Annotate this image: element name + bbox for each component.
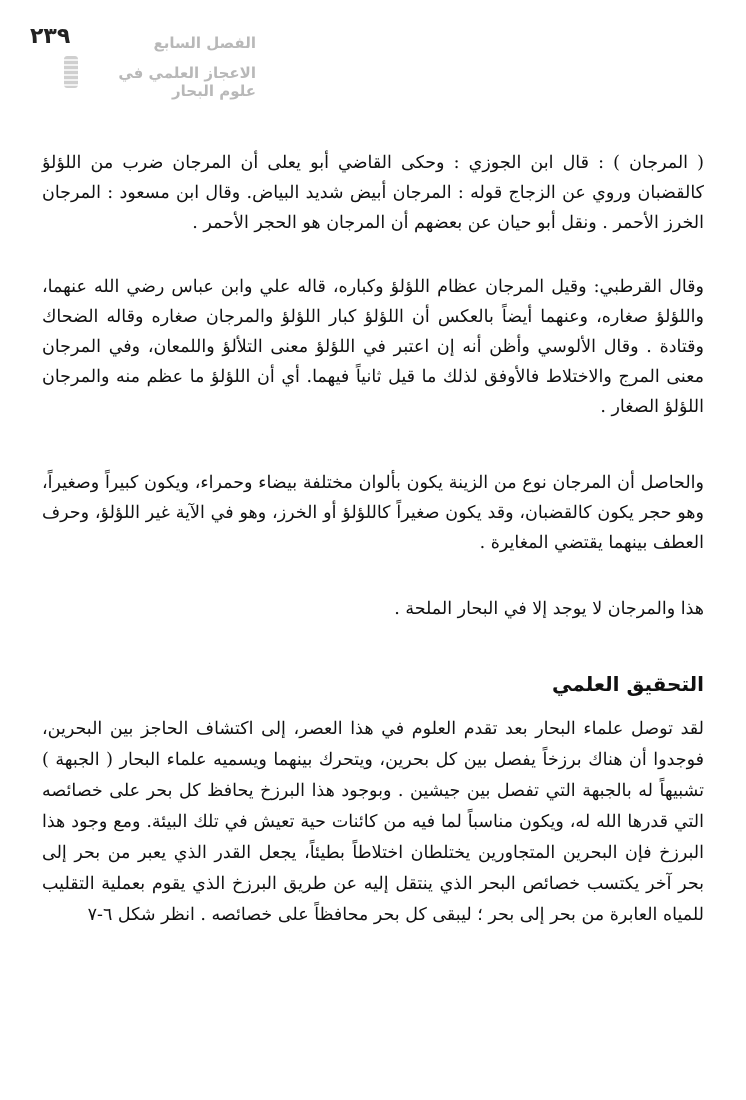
paragraph-text: ( المرجان ) : قال ابن الجوزي : وحكى القاضي أبو يعلى أن المرجان ضرب من اللؤلؤ كالقضبان وروي عن الزجاج قوله : المرجان أبيض شديد البياض. وقال ابن مسعود : المرجان الخرز الأحمر . ونقل أبو حيان عن بعضهم أن المرجان هو الحجر الأحمر . — [42, 153, 704, 233]
section-heading: التحقيق العلمي — [552, 672, 704, 696]
paragraph-scientific-investigation — [42, 714, 704, 931]
paragraph-qurtubi — [42, 272, 704, 422]
paragraph-text: لقد توصل علماء البحار بعد تقدم العلوم في هذا العصر، إلى اكتشاف الحاجز بين البحرين، فوجدوا أن هناك برزخاً يفصل بين كل بحرين، ويتحرك بينهما ويسميه علماء البحار ( الجبهة ) تشبيهاً له بالجبهة التي تفصل بين جيشين . وبوجود هذا البرزخ يحافظ كل بحر على خصائصه التي قدرها الله له، ويكون مناسباً لما فيه من كائنات حية تعيش في تلك البيئة. ومع وجود هذا البرزخ فإن البحرين المتجاورين يختلطان اختلاطاً بطيئاً، يجعل القدر الذي يعبر من بحر إلى بحر آخر يكتسب خصائص البحر الذي ينتقل إليه عن طريق البرزخ الذي يقوم بعملية التقليب للمياه العابرة من بحر إلى بحر ؛ ليبقى كل بحر محافظاً على خصائصه . انظر شكل ٦-٧ — [42, 719, 704, 925]
page-number: ٢٣٩ — [30, 24, 71, 49]
paragraph-salt-seas — [42, 594, 704, 624]
paragraph-summary — [42, 468, 704, 558]
paragraph-text: هذا والمرجان لا يوجد إلا في البحار الملحة . — [394, 599, 704, 619]
paragraph-coral-definitions — [42, 148, 704, 238]
paragraph-text: وقال القرطبي: وقيل المرجان عظام اللؤلؤ وكباره، قاله علي وابن عباس رضي الله عنهما، واللؤلؤ صغاره، وعنهما أيضاً بالعكس أن اللؤلؤ كبار اللؤلؤ والمرجان صغاره وقاله الضحاك وقتادة . وقال الألوسي وأظن أنه إن اعتبر في اللؤلؤ معنى التلألؤ واللمعان، وفي المرجان معنى المرج والاختلاط فالأوفق لذلك ما قيل ثانياً فيهما. أي أن اللؤلؤ ما عظم منه والمرجان اللؤلؤ الصغار . — [42, 277, 704, 417]
header-ornament-icon — [64, 56, 78, 88]
running-head-chapter: الفصل السابع — [153, 34, 256, 52]
running-head-book-title: الاعجاز العلمي في علوم البحار — [118, 64, 256, 100]
paragraph-text: والحاصل أن المرجان نوع من الزينة يكون بألوان مختلفة بيضاء وحمراء، ويكون كبيراً وصغيراً، وهو حجر يكون كالقضبان، وقد يكون صغيراً كاللؤلؤ أو الخرز، وهو في الآية غير اللؤلؤ، وحرف العطف بينهما يقتضي المغايرة . — [42, 473, 704, 553]
